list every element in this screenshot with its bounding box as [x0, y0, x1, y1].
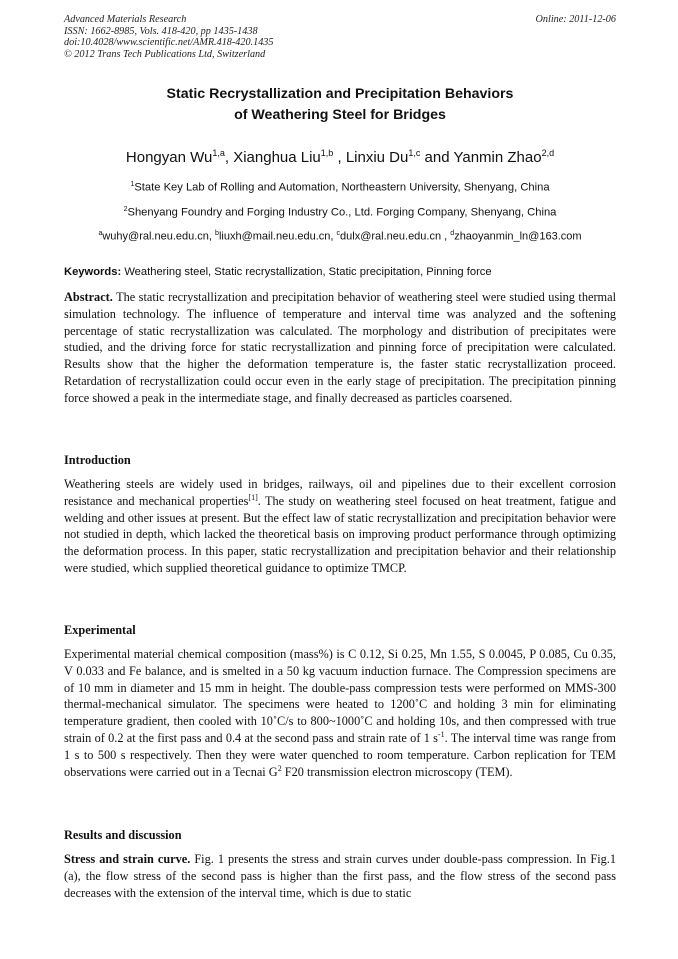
affiliation-text: State Key Lab of Rolling and Automation, Northeastern University, Shenyang, China [134, 181, 550, 194]
abstract-label: Abstract. [64, 290, 113, 304]
journal-name: Advanced Materials Research [64, 14, 187, 25]
online-date: Online: 2011-12-06 [535, 14, 616, 25]
results-paragraph [64, 851, 616, 901]
author-sup: 1,b [320, 148, 334, 158]
author-name: Hongyan Wu [125, 149, 213, 166]
model-sup: 2 [277, 763, 282, 773]
experimental-text-1: Experimental material chemical composition (mass%) is C 0.12, Si 0.25, Mn 1.55, S 0.0045, P 0.085, Cu 0.35, V 0.033 and Fe balance, and is smelted in a 50 kg vacuum induction furnace. The Compression specimens are of 10 mm in diameter and 15 mm in height. The double-pass compression tests were performed on MMS-300 thermal-mechanical simulator. The specimens were heated to 1200˚C and holding 3 min for eliminating temperature gradient, then cooled with 10˚C/s to 800~1000˚C and holding 10s, and then compressed with true strain of 0.2 at the first pass and 0.4 at the second pass and strain rate of 1 s [64, 647, 616, 745]
abstract-text: The static recrystallization and precipitation behavior of weathering steel were studied using thermal simulation technology. The influence of temperature and interval time was analyzed and the softening percentage of static recrystallization was calculated. The morphology and distribution of precipitates were studied, and the driving force for static recrystallization and pinning force of precipitation were calculated. Results show that the higher the deformation temperature is, the faster static recrystallization proceed. Retardation of recrystallization could occur even in the early stage of precipitation. The precipitation pinning force showed a peak in the intermediate stage, and finally decreased as particles coarsened. [64, 290, 616, 405]
doi-line: doi:10.4028/www.scientific.net/AMR.418-420.1435 [64, 37, 274, 49]
copyright-line: © 2012 Trans Tech Publications Ltd, Switzerland [64, 48, 266, 60]
issn-line: ISSN: 1662-8985, Vols. 418-420, pp 1435-1438 [64, 25, 258, 37]
paper-title [64, 84, 616, 126]
results-heading: Results and discussion [64, 828, 182, 842]
experimental-heading: Experimental [64, 623, 136, 637]
affiliation-2 [64, 203, 616, 220]
affiliation-sup: 2 [123, 206, 128, 213]
affiliation-text: Shenyang Foundry and Forging Industry Co., Ltd. Forging Company, Shenyang, China [127, 206, 557, 219]
experimental-paragraph [64, 646, 616, 780]
title-line-2: of Weathering Steel for Bridges [234, 107, 446, 123]
keywords-label: Keywords: [64, 266, 122, 278]
introduction-text-2: . The study on weathering steel focused on heat treatment, fatigue and welding and other issues at present. But the effect law of static recrystallization and precipitation behavior were not studied in depth, which lacked the theoretical basis on improving product performance through optimizing the deformation process. In this paper, static recrystallization and precipitation behavior and their relationship were studied, which supplied theoretical guidance to optimize TMCP. [64, 493, 616, 575]
keywords-line [64, 265, 616, 279]
author-name: Xianghua Liu [233, 149, 321, 166]
email-line [62, 227, 618, 244]
results-subheading: Stress and strain curve. [64, 852, 191, 866]
email-sup: b [215, 230, 219, 237]
author-sup: 1,a [212, 148, 225, 158]
email-address: wuhy@ral.neu.edu.cn, [102, 230, 212, 243]
results-text: Fig. 1 presents the stress and strain curves under double-pass compression. In Fig.1 (a), the flow stress of the second pass is higher than the first pass, and the flow stress of the second pass decreases with the extension of the interval time, which is due to static [64, 852, 616, 900]
experimental-text-3: F20 transmission electron microscopy (TEM). [281, 764, 513, 779]
citation-ref: [1] [248, 492, 258, 502]
email-address: dulx@ral.neu.edu.cn , [340, 230, 448, 243]
keywords-text: Weathering steel, Static recrystallization, Static precipitation, Pinning force [124, 266, 492, 278]
experimental-text-2: . The interval time was range from 1 s to 500 s respectively. Then they were water quenched to room temperature. Carbon replication for TEM observations were carried out in a Tecnai G [64, 730, 616, 779]
author-sup: 2,d [541, 148, 555, 158]
author-name: Yanmin Zhao [453, 149, 542, 166]
email-address: zhaoyanmin_ln@163.com [454, 230, 582, 243]
author-list: Hongyan Wu$^{1,a}$, Xianghua Liu$^{1,b}$ , Linxiu Du$^{1,c}$ and Yanmin Zhao$^{2,d}$ [125, 148, 555, 166]
unit-exponent: -1 [437, 729, 445, 739]
email-address: liuxh@mail.neu.edu.cn, [218, 230, 334, 243]
introduction-heading: Introduction [64, 453, 131, 467]
affiliation-1 [64, 178, 616, 195]
journal-header [64, 14, 616, 60]
email-sup: c [336, 230, 341, 237]
author-name: Linxiu Du [345, 149, 409, 166]
title-line-1: Static Recrystallization and Precipitation Behaviors [166, 86, 514, 102]
introduction-paragraph [64, 476, 616, 577]
introduction-text-1: Weathering steels are widely used in bridges, railways, oil and pipelines due to their excellent corrosion resistance and mechanical properties [64, 477, 616, 508]
email-sup: a [98, 230, 103, 237]
email-sup: d [450, 230, 455, 237]
author-sup: 1,c [408, 148, 421, 158]
affiliation-sup: 1 [130, 181, 135, 188]
abstract-paragraph [64, 289, 616, 407]
